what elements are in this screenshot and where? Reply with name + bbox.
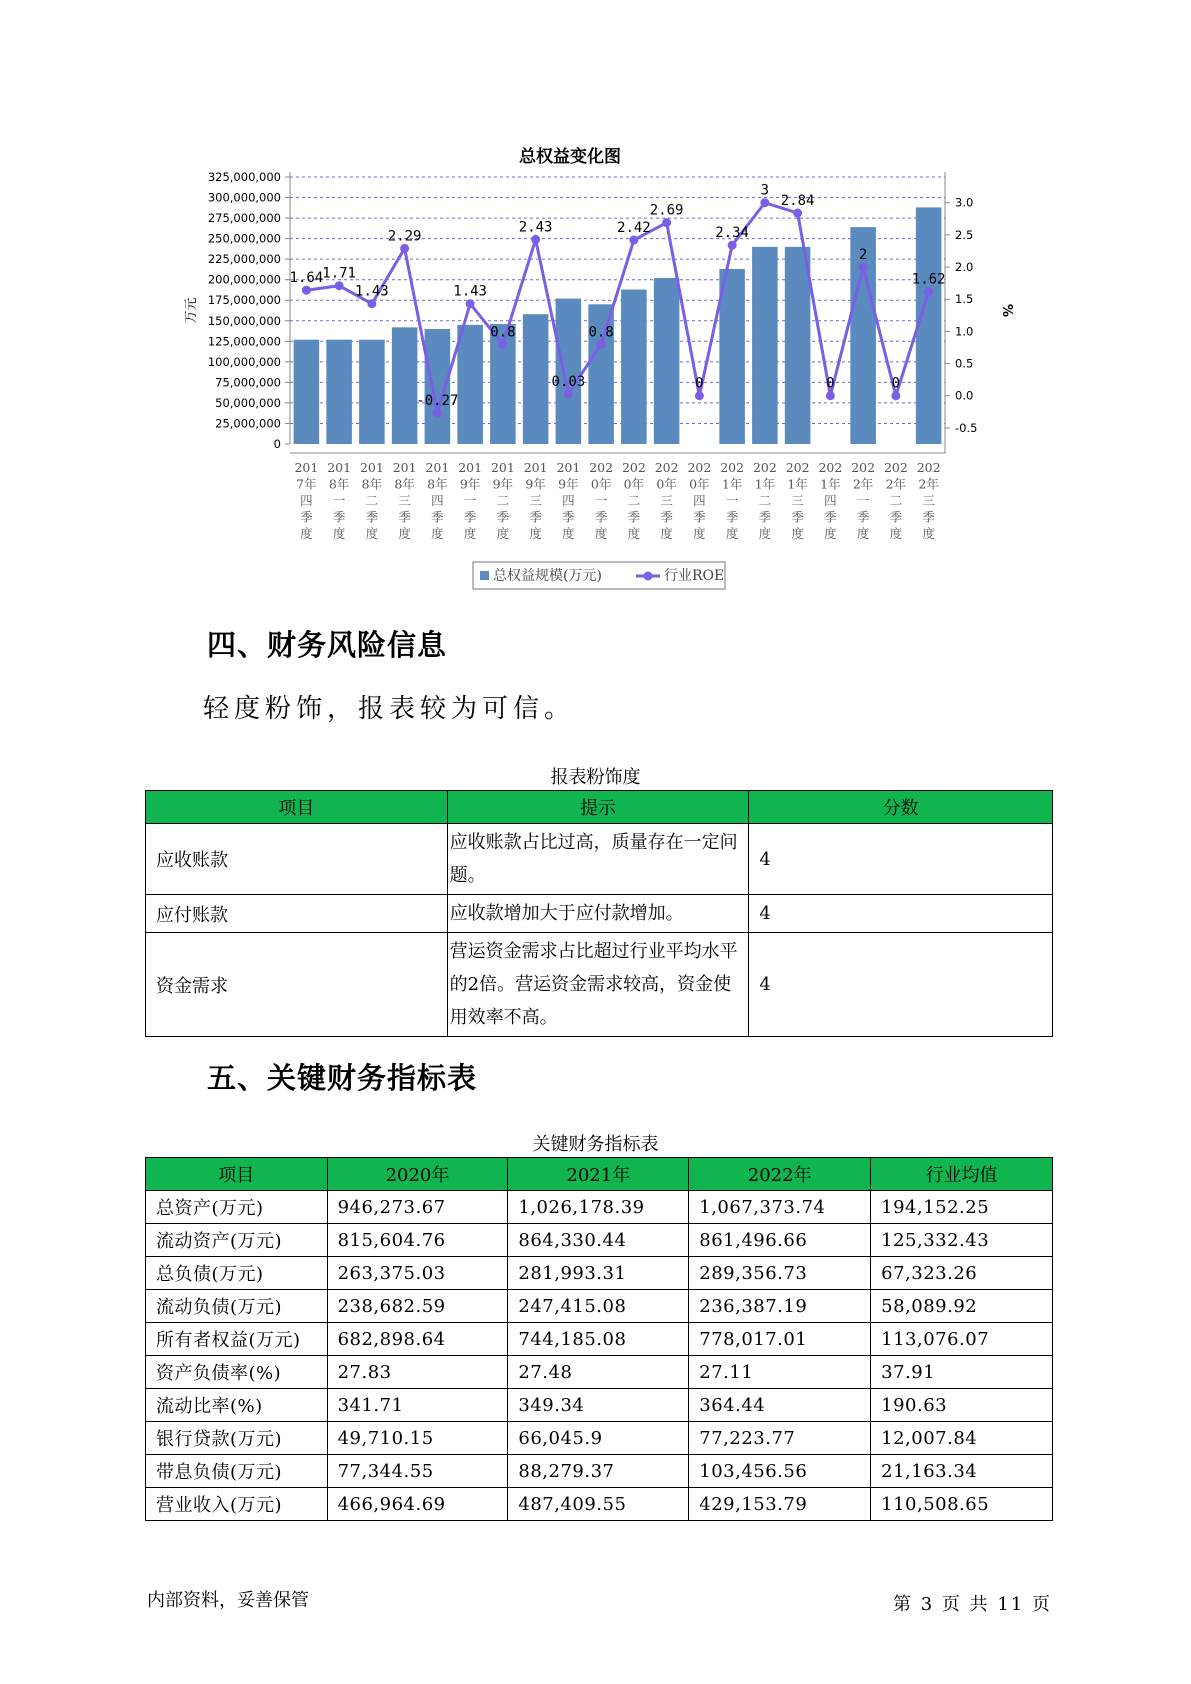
roe-data-label: 0.8	[490, 324, 516, 341]
item-cell: 所有者权益(万元)	[146, 1323, 328, 1356]
y-right-tick-label: 1.5	[955, 292, 974, 307]
legend-bar-label: 总权益规模(万元)	[493, 568, 602, 584]
header-cell: 提示	[447, 791, 749, 824]
x-tick-label: 四	[431, 493, 444, 508]
header-cell: 2020年	[327, 1158, 508, 1191]
roe-point	[924, 287, 933, 296]
roe-data-label: -0.27	[416, 393, 459, 410]
risk-summary-text: 轻度粉饰，报表较为可信。	[203, 694, 576, 724]
x-tick-label: 202	[851, 460, 876, 475]
y-left-tick-label: 125,000,000	[207, 334, 281, 349]
value-cell: 194,152.25	[871, 1191, 1053, 1224]
x-tick-label: 季	[693, 509, 706, 525]
x-tick-label: 201	[327, 460, 352, 475]
table-row	[146, 933, 1053, 1037]
roe-point	[695, 391, 704, 400]
table-row	[146, 1290, 1053, 1323]
x-tick-label: 季	[660, 509, 673, 525]
value-cell: 429,153.79	[689, 1488, 871, 1521]
roe-point	[793, 209, 802, 218]
roe-data-label: 2.29	[387, 228, 422, 245]
x-tick-label: 201	[359, 460, 384, 475]
roe-data-label: 1.43	[355, 283, 389, 300]
x-tick-label: 二	[889, 493, 903, 508]
x-tick-label: 202	[621, 460, 646, 475]
x-tick-label: 二	[365, 493, 379, 508]
value-cell: 744,185.08	[508, 1323, 689, 1356]
header-cell: 项目	[146, 1158, 328, 1191]
x-tick-label: 度	[529, 526, 542, 541]
roe-data-label: 2.43	[518, 219, 553, 236]
bar	[523, 314, 549, 444]
value-cell: 946,273.67	[327, 1191, 508, 1224]
x-tick-label: 季	[758, 509, 772, 525]
y-right-tick-label: 3.0	[955, 195, 974, 210]
table-row	[146, 1224, 1053, 1257]
value-cell: 88,279.37	[508, 1455, 689, 1488]
value-cell: 37.91	[871, 1356, 1053, 1389]
x-tick-label: 季	[431, 509, 444, 525]
x-tick-label: 季	[496, 509, 510, 525]
x-tick-label: 8年	[427, 476, 448, 492]
value-cell: 27.48	[508, 1356, 689, 1389]
y-right-tick-label: 2.0	[955, 260, 974, 275]
x-tick-label: 季	[300, 509, 313, 525]
table-row	[146, 1389, 1053, 1422]
roe-point	[433, 409, 442, 418]
bar	[785, 247, 811, 444]
table-header-row	[146, 791, 1053, 824]
roe-point	[466, 299, 475, 308]
x-tick-label: 202	[785, 460, 810, 475]
roe-point	[629, 236, 638, 245]
x-tick-label: 度	[922, 526, 935, 541]
item-cell: 银行贷款(万元)	[146, 1422, 328, 1455]
x-tick-label: 一	[856, 493, 870, 508]
x-tick-label: 202	[752, 460, 777, 475]
x-tick-label: 四	[824, 493, 837, 508]
section-heading-financial-risk: 四、财务风险信息	[207, 628, 448, 662]
roe-data-label: 1.62	[911, 271, 946, 288]
table-row	[146, 824, 1053, 895]
x-tick-label: 1年	[820, 476, 841, 492]
value-cell: 21,163.34	[871, 1455, 1053, 1488]
x-tick-label: 9年	[525, 476, 546, 492]
value-cell: 1,067,373.74	[689, 1191, 871, 1224]
value-cell: 289,356.73	[689, 1257, 871, 1290]
x-tick-label: 度	[332, 526, 346, 541]
table-row	[146, 1455, 1053, 1488]
value-cell: 27.11	[689, 1356, 871, 1389]
x-tick-label: 二	[758, 493, 772, 508]
x-tick-label: 202	[654, 460, 679, 475]
value-cell: 349.34	[508, 1389, 689, 1422]
x-tick-label: 三	[529, 493, 542, 508]
value-cell: 113,076.07	[871, 1323, 1053, 1356]
roe-data-label: 3	[760, 182, 770, 199]
x-tick-label: 季	[562, 509, 575, 525]
y-right-axis-label: %	[999, 303, 1014, 318]
roe-data-label: 2.42	[617, 220, 651, 237]
item-cell: 营业收入(万元)	[146, 1488, 328, 1521]
item-cell: 流动资产(万元)	[146, 1224, 328, 1257]
x-tick-label: 三	[922, 493, 935, 508]
header-cell: 2022年	[689, 1158, 871, 1191]
x-tick-label: 201	[490, 460, 515, 475]
x-tick-label: 度	[758, 526, 772, 541]
bar	[326, 340, 352, 444]
x-tick-label: 201	[458, 460, 483, 475]
roe-data-label: 0	[891, 375, 901, 392]
equity-chart	[150, 130, 1014, 600]
value-cell: 1,026,178.39	[508, 1191, 689, 1224]
kpi-table	[145, 1157, 1053, 1521]
roe-data-label: 0	[826, 375, 835, 392]
x-tick-label: 三	[660, 493, 673, 508]
roe-data-label: 0.03	[551, 373, 586, 390]
section-heading-key-indicators: 五、关键财务指标表	[207, 1061, 478, 1095]
y-left-axis-label: 万元	[184, 297, 199, 324]
roe-point	[826, 391, 835, 400]
x-tick-label: 0年	[623, 476, 645, 492]
value-cell: 67,323.26	[871, 1257, 1053, 1290]
x-tick-label: 三	[791, 493, 804, 508]
roe-data-label: 1.64	[289, 270, 324, 287]
bar	[359, 340, 385, 444]
bar	[457, 325, 483, 444]
value-cell: 341.71	[327, 1389, 508, 1422]
bar	[752, 247, 778, 444]
x-tick-label: 一	[725, 493, 739, 508]
value-cell: 487,409.55	[508, 1488, 689, 1521]
hint-cell: 营运资金需求占比超过行业平均水平的2倍。营运资金需求较高，资金使用效率不高。	[447, 933, 749, 1037]
x-tick-label: 201	[294, 460, 319, 475]
roe-point	[564, 389, 573, 398]
x-tick-label: 8年	[328, 476, 350, 492]
x-tick-label: 201	[392, 460, 417, 475]
roe-point	[662, 218, 671, 227]
roe-point	[498, 340, 507, 349]
x-tick-label: 8年	[361, 476, 383, 492]
y-left-tick-label: 250,000,000	[207, 231, 281, 246]
legend-bar-swatch	[480, 571, 489, 580]
value-cell: 110,508.65	[871, 1488, 1053, 1521]
x-tick-label: 度	[627, 526, 641, 541]
table-row	[146, 1488, 1053, 1521]
item-cell: 资金需求	[146, 933, 448, 1037]
x-tick-label: 202	[818, 460, 843, 475]
header-cell: 行业均值	[871, 1158, 1053, 1191]
y-left-tick-label: 100,000,000	[207, 354, 281, 369]
table-header-row	[146, 1158, 1053, 1191]
x-tick-label: 度	[889, 526, 903, 541]
x-tick-label: 度	[300, 526, 313, 541]
x-tick-label: 201	[425, 460, 450, 475]
value-cell: 682,898.64	[327, 1323, 508, 1356]
x-tick-label: 季	[594, 509, 608, 525]
x-tick-label: 季	[824, 509, 837, 525]
roe-point	[367, 299, 376, 308]
roe-point	[302, 286, 311, 295]
x-tick-label: 202	[883, 460, 908, 475]
table-row	[146, 1422, 1053, 1455]
table-row	[146, 1356, 1053, 1389]
roe-data-label: 0	[695, 375, 704, 392]
x-tick-label: 201	[523, 460, 548, 475]
y-left-tick-label: 325,000,000	[207, 170, 281, 184]
x-tick-label: 202	[589, 460, 614, 475]
value-cell: 263,375.03	[327, 1257, 508, 1290]
x-tick-label: 度	[856, 526, 870, 541]
x-tick-label: 0年	[689, 476, 710, 492]
x-tick-label: 度	[824, 526, 837, 541]
roe-data-label: 2.69	[649, 202, 684, 219]
y-right-tick-label: 0.0	[955, 388, 974, 403]
x-tick-label: 7年	[296, 476, 317, 492]
x-tick-label: 度	[791, 526, 804, 541]
x-tick-label: 一	[594, 493, 608, 508]
y-left-tick-label: 175,000,000	[207, 293, 281, 308]
x-tick-label: 2年	[852, 476, 874, 492]
x-tick-label: 度	[660, 526, 673, 541]
footer-page-number: 第 3 页 共 11 页	[893, 1594, 1052, 1615]
y-left-tick-label: 150,000,000	[207, 313, 281, 328]
x-tick-label: 季	[725, 509, 739, 525]
y-left-tick-label: 25,000,000	[215, 416, 281, 431]
y-left-tick-label: 200,000,000	[207, 272, 281, 287]
value-cell: 58,089.92	[871, 1290, 1053, 1323]
x-tick-label: 度	[496, 526, 510, 541]
roe-point	[335, 281, 344, 290]
roe-point	[728, 241, 737, 250]
bar	[556, 299, 582, 444]
x-tick-label: 8年	[394, 476, 415, 492]
value-cell: 103,456.56	[689, 1455, 871, 1488]
x-tick-label: 度	[562, 526, 575, 541]
roe-data-label: 2.84	[780, 193, 815, 210]
x-tick-label: 季	[398, 509, 411, 525]
x-tick-label: 一	[463, 493, 477, 508]
value-cell: 236,387.19	[689, 1290, 871, 1323]
x-tick-label: 度	[693, 526, 706, 541]
item-cell: 总负债(万元)	[146, 1257, 328, 1290]
roe-point	[891, 391, 900, 400]
roe-data-label: 2	[858, 247, 868, 264]
value-cell: 861,496.66	[689, 1224, 871, 1257]
value-cell: 190.63	[871, 1389, 1053, 1422]
x-tick-label: 季	[856, 509, 870, 525]
x-tick-label: 度	[398, 526, 411, 541]
roe-point	[760, 198, 769, 207]
roe-point	[400, 244, 409, 253]
value-cell: 238,682.59	[327, 1290, 508, 1323]
x-tick-label: 度	[594, 526, 608, 541]
y-right-tick-label: -0.5	[955, 420, 978, 435]
x-tick-label: 0年	[590, 476, 612, 492]
value-cell: 281,993.31	[508, 1257, 689, 1290]
x-tick-label: 二	[627, 493, 641, 508]
value-cell: 27.83	[327, 1356, 508, 1389]
x-tick-label: 一	[332, 493, 346, 508]
chart-title: 总权益变化图	[519, 147, 621, 167]
roe-point	[597, 340, 606, 349]
item-cell: 总资产(万元)	[146, 1191, 328, 1224]
roe-data-label: 1.71	[322, 265, 356, 282]
x-tick-label: 季	[791, 509, 804, 525]
roe-data-label: 0.8	[588, 324, 614, 341]
chart-canvas	[150, 130, 1014, 600]
header-cell: 2021年	[508, 1158, 689, 1191]
value-cell: 466,964.69	[327, 1488, 508, 1521]
x-tick-label: 9年	[492, 476, 514, 492]
bar	[719, 269, 745, 444]
roe-point	[531, 235, 540, 244]
item-cell: 流动比率(%)	[146, 1389, 328, 1422]
bar	[916, 207, 942, 444]
bar	[392, 327, 418, 444]
x-tick-label: 202	[916, 460, 941, 475]
bar	[621, 290, 647, 444]
table-row	[146, 1323, 1053, 1356]
x-tick-label: 四	[300, 493, 313, 508]
bar	[294, 340, 320, 444]
x-tick-label: 季	[922, 509, 935, 525]
item-cell: 资产负债率(%)	[146, 1356, 328, 1389]
x-tick-label: 季	[332, 509, 346, 525]
x-tick-label: 2年	[918, 476, 939, 492]
y-left-tick-label: 0	[273, 437, 281, 451]
x-tick-label: 1年	[754, 476, 776, 492]
y-left-tick-label: 225,000,000	[207, 252, 281, 267]
item-cell: 应收账款	[146, 824, 448, 895]
value-cell: 66,045.9	[508, 1422, 689, 1455]
hint-cell: 应收账款占比过高，质量存在一定问题。	[447, 824, 749, 895]
x-tick-label: 四	[693, 493, 706, 508]
x-tick-label: 1年	[787, 476, 808, 492]
x-tick-label: 季	[463, 509, 477, 525]
x-tick-label: 季	[889, 509, 903, 525]
x-tick-label: 度	[463, 526, 477, 541]
y-left-tick-label: 300,000,000	[207, 190, 281, 205]
x-tick-label: 四	[562, 493, 575, 508]
score-cell: 4	[749, 933, 1053, 1037]
roe-data-label: 2.34	[715, 225, 749, 242]
value-cell: 12,007.84	[871, 1422, 1053, 1455]
y-left-tick-label: 275,000,000	[207, 211, 281, 226]
value-cell: 815,604.76	[327, 1224, 508, 1257]
hint-cell: 应收款增加大于应付款增加。	[447, 895, 749, 933]
x-tick-label: 度	[725, 526, 739, 541]
x-tick-label: 2年	[885, 476, 907, 492]
header-cell: 项目	[146, 791, 448, 824]
x-tick-label: 二	[496, 493, 510, 508]
legend-line-marker	[644, 572, 653, 581]
footer-confidential-note: 内部资料，妥善保管	[147, 1590, 309, 1611]
y-left-tick-label: 75,000,000	[215, 375, 281, 390]
score-cell: 4	[749, 824, 1053, 895]
value-cell: 77,223.77	[689, 1422, 871, 1455]
x-tick-label: 0年	[656, 476, 677, 492]
bar	[654, 278, 680, 444]
value-cell: 247,415.08	[508, 1290, 689, 1323]
x-tick-label: 三	[398, 493, 411, 508]
x-tick-label: 1年	[721, 476, 743, 492]
value-cell: 125,332.43	[871, 1224, 1053, 1257]
item-cell: 流动负债(万元)	[146, 1290, 328, 1323]
y-right-tick-label: 2.5	[955, 227, 974, 242]
x-tick-label: 202	[687, 460, 712, 475]
x-tick-label: 202	[720, 460, 745, 475]
y-right-tick-label: 1.0	[955, 324, 974, 339]
score-cell: 4	[749, 895, 1053, 933]
item-cell: 应付账款	[146, 895, 448, 933]
roe-point	[859, 263, 868, 272]
x-tick-label: 9年	[558, 476, 579, 492]
risk-table	[145, 790, 1053, 1037]
roe-data-label: 1.43	[453, 283, 487, 300]
risk-table-caption: 报表粉饰度	[550, 767, 641, 788]
kpi-table-caption: 关键财务指标表	[532, 1134, 659, 1155]
table-row	[146, 1191, 1053, 1224]
x-tick-label: 9年	[459, 476, 481, 492]
value-cell: 49,710.15	[327, 1422, 508, 1455]
x-tick-label: 度	[431, 526, 444, 541]
item-cell: 带息负债(万元)	[146, 1455, 328, 1488]
table-row	[146, 1257, 1053, 1290]
header-cell: 分数	[749, 791, 1053, 824]
value-cell: 77,344.55	[327, 1455, 508, 1488]
value-cell: 364.44	[689, 1389, 871, 1422]
x-tick-label: 季	[365, 509, 379, 525]
value-cell: 778,017.01	[689, 1323, 871, 1356]
table-row	[146, 895, 1053, 933]
legend-line-label: 行业ROE	[664, 568, 725, 584]
value-cell: 864,330.44	[508, 1224, 689, 1257]
x-tick-label: 度	[365, 526, 379, 541]
y-right-tick-label: 0.5	[955, 356, 974, 371]
y-left-tick-label: 50,000,000	[215, 395, 281, 410]
x-tick-label: 201	[556, 460, 581, 475]
x-tick-label: 季	[627, 509, 641, 525]
x-tick-label: 季	[529, 509, 542, 525]
